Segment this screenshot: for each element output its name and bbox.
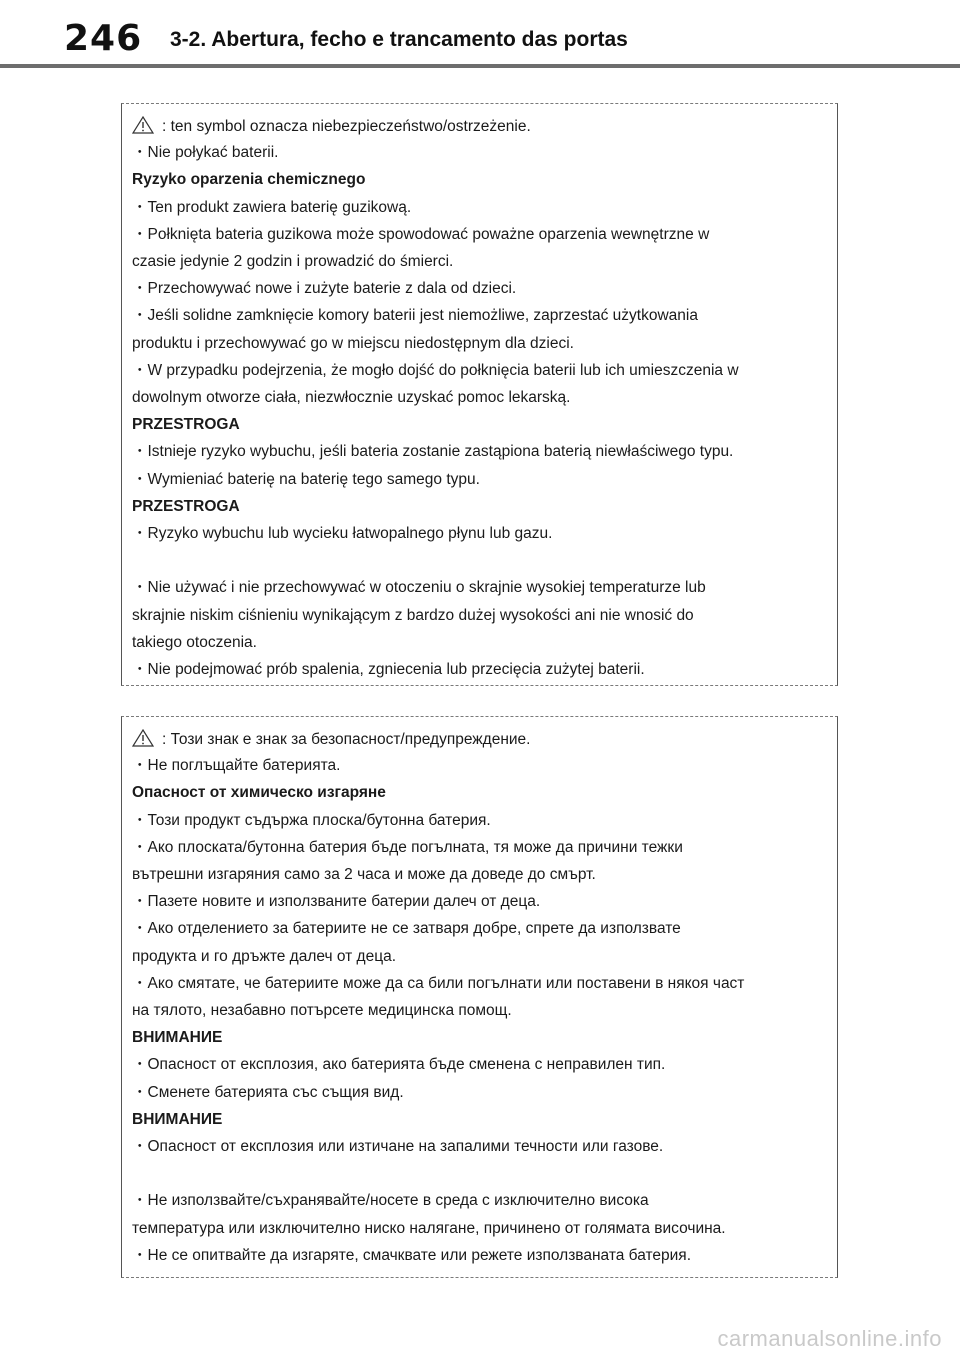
line-text: температура или изключително ниско налягане, причинено от голямата височина. <box>132 1219 726 1237</box>
warning-line <box>132 116 531 137</box>
line-text: czasie jedynie 2 godzin i prowadzić do śmierci. <box>132 253 454 270</box>
line-text: ・Istnieje ryzyko wybuchu, jeśli bateria zostanie zastąpiona baterią niewłaściwego typu. <box>132 443 734 461</box>
line-text: Ryzyko oparzenia chemicznego <box>132 171 366 189</box>
line-text: : ten symbol oznacza niebezpieczeństwo/ostrzeżenie. <box>162 118 531 135</box>
warning-line <box>132 865 596 885</box>
warning-line <box>132 892 540 912</box>
warning-line <box>132 578 706 598</box>
page-number: 246 <box>64 18 143 59</box>
warning-line <box>132 1055 665 1075</box>
warning-line <box>132 361 739 381</box>
warning-line <box>132 252 453 272</box>
line-text: takiego otoczenia. <box>132 633 257 651</box>
warning-line <box>132 838 683 858</box>
warning-line <box>132 143 278 163</box>
line-text: skrajnie niskim ciśnieniu wynikającym z bardzo dużej wysokości ani nie wnosić do <box>132 606 694 624</box>
warning-triangle-icon <box>132 116 154 134</box>
warning-line <box>132 1083 404 1103</box>
warning-line <box>132 729 530 750</box>
section-title: 3-2. Abertura, fecho e trancamento das portas <box>170 28 628 51</box>
line-text: ・Ryzyko wybuchu lub wycieku łatwopalnego płynu lub gazu. <box>132 525 553 542</box>
line-text: ВНИМАНИЕ <box>132 1110 223 1128</box>
header-rule <box>0 64 960 68</box>
warning-line <box>132 306 698 326</box>
warning-line <box>132 1246 691 1266</box>
line-text: ・Не поглъщайте батерията. <box>132 757 341 775</box>
warning-box-bulgarian <box>121 716 838 1278</box>
line-text: ВНИМАНИЕ <box>132 1029 223 1047</box>
line-text: ・W przypadku podejrzenia, że mogło dojść do połknięcia baterii lub ich umieszczenia w <box>132 361 739 379</box>
line-text: ・Nie połykać baterii. <box>132 144 279 162</box>
warning-line <box>132 1137 663 1157</box>
page-header <box>0 0 960 68</box>
warning-line <box>132 1219 726 1239</box>
warning-line <box>132 442 733 462</box>
warning-line <box>132 947 396 967</box>
warning-line <box>132 756 340 776</box>
warning-heading <box>132 783 386 803</box>
warning-triangle-icon <box>132 729 154 747</box>
line-text: ・Ако отделението за батериите не се затваря добре, спрете да използвате <box>132 920 681 938</box>
line-text: ・Jeśli solidne zamknięcie komory baterii jest niemożliwe, zaprzestać użytkowania <box>132 307 698 325</box>
line-text: ・Połknięta bateria guzikowa może spowodować poważne oparzenia wewnętrzne w <box>132 225 710 243</box>
warning-heading <box>132 1110 222 1130</box>
line-text: : Този знак е знак за безопасност/предупреждение. <box>162 731 531 748</box>
warning-line <box>132 660 645 680</box>
line-text: вътрешни изгаряния само за 2 часа и може да доведе до смърт. <box>132 866 596 883</box>
line-text: ・Ако смятате, че батериите може да са били погълнати или поставени в някоя част <box>132 974 745 992</box>
warning-line <box>132 388 571 408</box>
line-text: ・Ако плоската/бутонна батерия бъде погълната, тя може да причини тежки <box>132 838 683 856</box>
line-text: ・Ten produkt zawiera baterię guzikową. <box>132 198 412 216</box>
line-text: на тялото, незабавно потърсете медицинска помощ. <box>132 1002 512 1019</box>
line-text: ・Не се опитвайте да изгаряте, смачквате или режете използваната батерия. <box>132 1246 692 1264</box>
warning-heading <box>132 1028 222 1048</box>
warning-line <box>132 633 257 653</box>
line-text: продукта и го дръжте далеч от деца. <box>132 947 397 965</box>
line-text: Опасност от химическо изгаряне <box>132 784 386 802</box>
warning-box-polish <box>121 103 838 686</box>
warning-line <box>132 606 694 626</box>
line-text: ・Опасност от експлозия, ако батерията бъде сменена с неправилен тип. <box>132 1056 666 1074</box>
warning-heading <box>132 170 365 190</box>
warning-line <box>132 919 681 939</box>
line-text: ・Не използвайте/съхранявайте/носете в среда с изключително висока <box>132 1192 649 1210</box>
line-text: ・Nie podejmować prób spalenia, zgniecenia lub przecięcia zużytej baterii. <box>132 661 645 678</box>
line-text: ・Nie używać i nie przechowywać w otoczeniu o skrajnie wysokiej temperaturze lub <box>132 579 706 597</box>
warning-line <box>132 225 709 245</box>
warning-line <box>132 1191 649 1211</box>
line-text: ・Przechowywać nowe i zużyte baterie z dala od dzieci. <box>132 280 517 298</box>
warning-line <box>132 334 574 354</box>
footer-watermark: carmanualsonline.info <box>717 1326 942 1351</box>
warning-line <box>132 524 552 544</box>
warning-line <box>132 198 411 218</box>
warning-line <box>132 279 516 299</box>
line-text: PRZESTROGA <box>132 416 240 434</box>
line-text: ・Сменете батерията със същия вид. <box>132 1083 404 1101</box>
line-text: ・Пазете новите и използваните батерии далеч от деца. <box>132 893 541 911</box>
warning-heading <box>132 497 240 517</box>
warning-line <box>132 974 744 994</box>
line-text: dowolnym otworze ciała, niezwłocznie uzyskać pomoc lekarską. <box>132 389 571 406</box>
warning-heading <box>132 415 240 435</box>
line-text: produktu i przechowywać go w miejscu niedostępnym dla dzieci. <box>132 334 574 352</box>
line-text: ・Опасност от експлозия или изтичане на запалими течности или газове. <box>132 1138 664 1155</box>
warning-line <box>132 1001 512 1021</box>
warning-line <box>132 470 480 490</box>
line-text: ・Wymieniać baterię na baterię tego samego typu. <box>132 470 480 488</box>
warning-line <box>132 811 491 831</box>
line-text: ・Този продукт съдържа плоска/бутонна батерия. <box>132 811 491 829</box>
line-text: PRZESTROGA <box>132 497 240 515</box>
